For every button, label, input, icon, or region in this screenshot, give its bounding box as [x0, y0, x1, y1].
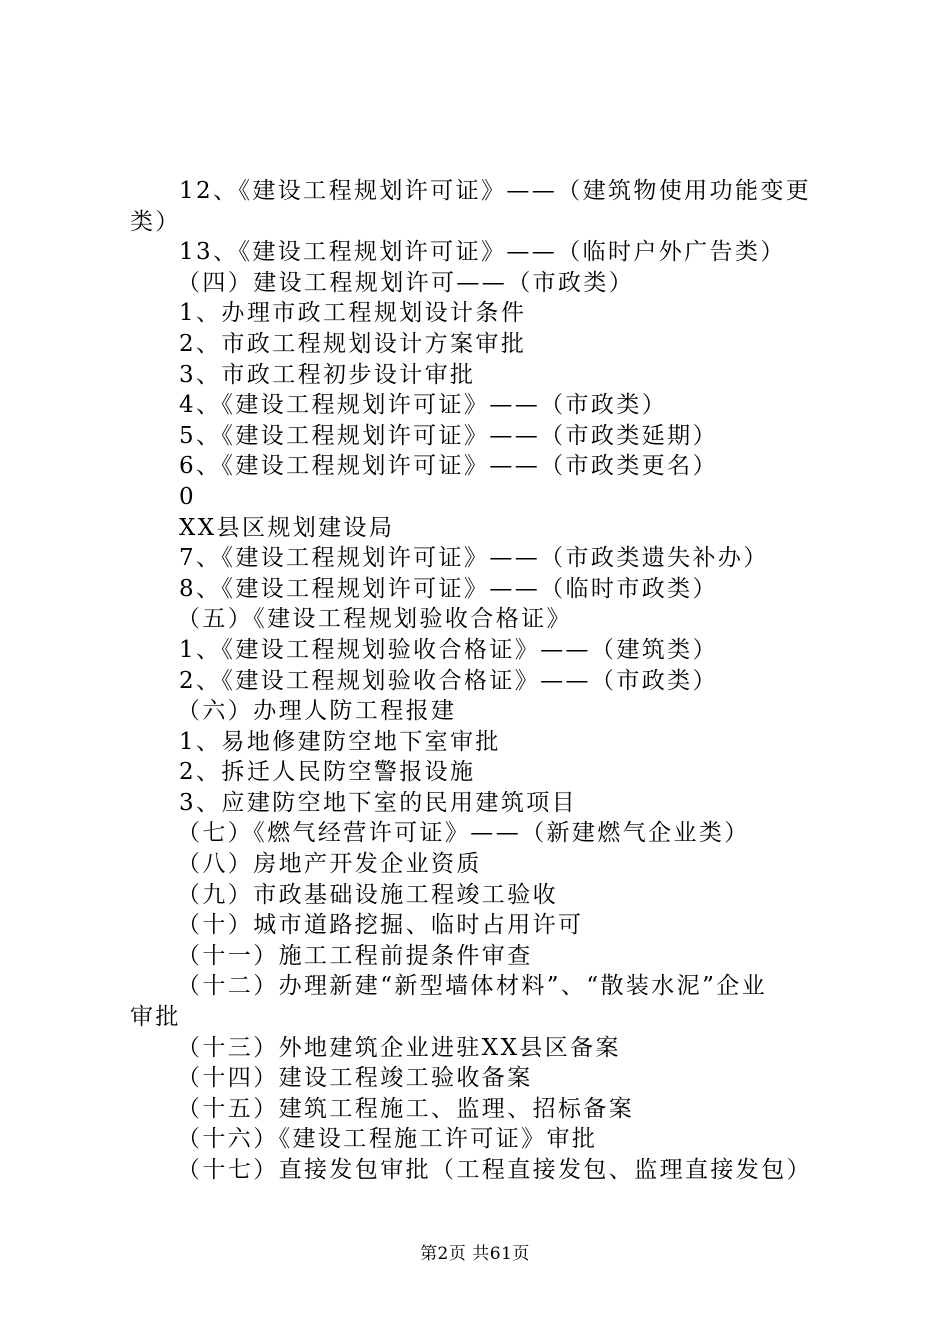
text-line: 1、《建设工程规划验收合格证》——（建筑类） — [179, 636, 718, 663]
text-line: 8、《建设工程规划许可证》——（临时市政类） — [179, 575, 718, 602]
page-number-footer: 第2页 共61页 — [420, 1244, 530, 1264]
text-line: 7、《建设工程规划许可证》——（市政类遗失补办） — [179, 545, 769, 572]
text-line: 2、拆迁人民防空警报设施 — [179, 759, 476, 786]
section-heading: （十六）《建设工程施工许可证》审批 — [177, 1126, 598, 1153]
text-line: 1、易地修建防空地下室审批 — [179, 728, 501, 755]
section-heading: （六）办理人防工程报建 — [177, 698, 457, 725]
text-line: 12、《建设工程规划许可证》——（建筑物使用功能变更 — [179, 178, 812, 204]
section-heading: （十二）办理新建“新型墙体材料”、“散装水泥”企业 — [177, 973, 768, 1000]
text-line: 2、市政工程规划设计方案审批 — [179, 330, 527, 357]
text-line: 审批 — [130, 1004, 181, 1031]
section-heading: （八）房地产开发企业资质 — [177, 851, 482, 878]
text-line: 1、办理市政工程规划设计条件 — [179, 300, 527, 327]
document-body — [130, 176, 830, 1186]
text-line: 0 — [179, 483, 197, 510]
section-heading: （十）城市道路挖掘、临时占用许可 — [177, 912, 584, 939]
section-heading: （十七）直接发包审批（工程直接发包、监理直接发包） — [177, 1157, 812, 1183]
section-heading: （十一）施工工程前提条件审查 — [177, 942, 533, 969]
text-line: 2、《建设工程规划验收合格证》——（市政类） — [179, 667, 718, 694]
text-line: 13、《建设工程规划许可证》——（临时户外广告类） — [179, 239, 786, 266]
text-line: 3、应建防空地下室的民用建筑项目 — [179, 789, 578, 816]
text-line: XX县区规划建设局 — [179, 514, 395, 541]
section-heading: （七）《燃气经营许可证》——（新建燃气企业类） — [177, 820, 750, 847]
section-heading: （十四）建设工程竣工验收备案 — [177, 1065, 533, 1092]
section-heading: （五）《建设工程规划验收合格证》 — [177, 606, 572, 633]
section-heading: （十三）外地建筑企业进驻XX县区备案 — [177, 1034, 621, 1061]
text-line: 4、《建设工程规划许可证》——（市政类） — [179, 392, 668, 419]
text-line: 3、市政工程初步设计审批 — [179, 361, 476, 388]
text-line: 5、《建设工程规划许可证》——（市政类延期） — [179, 422, 718, 449]
text-line: 类） — [130, 208, 181, 235]
section-heading: （四）建设工程规划许可——（市政类） — [177, 269, 635, 296]
section-heading: （九）市政基础设施工程竣工验收 — [177, 881, 558, 908]
section-heading: （十五）建筑工程施工、监理、招标备案 — [177, 1095, 635, 1122]
text-line: 6、《建设工程规划许可证》——（市政类更名） — [179, 453, 718, 480]
